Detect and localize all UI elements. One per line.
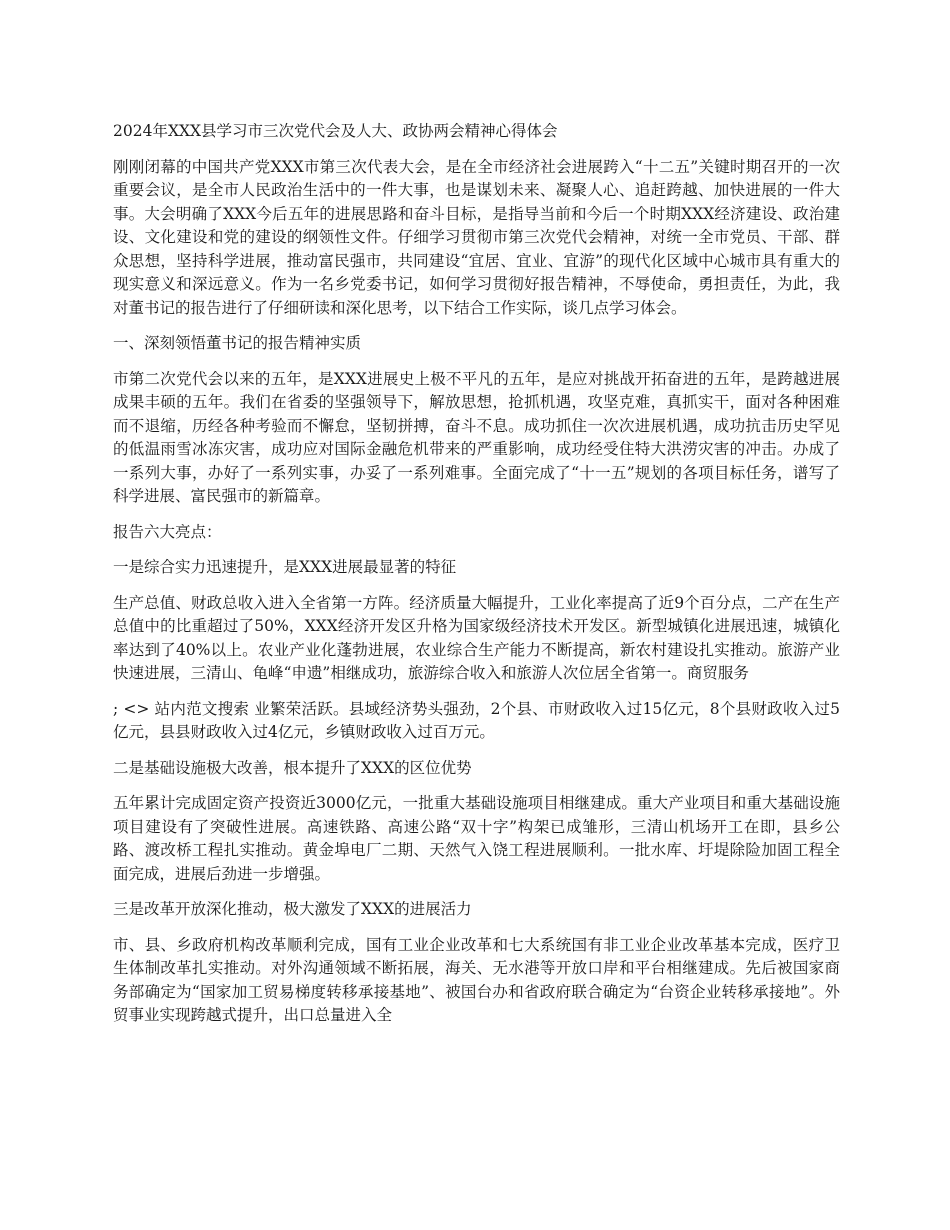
point3-paragraph: 市、县、乡政府机构改革顺利完成，国有工业企业改革和七大系统国有非工业企业改革基本完成，医疗卫生体制改革扎实推动。对外沟通领域不断拓展，海关、无水港等开放口岸和平台相继建成。先后被国家商务部确定为“国家加工贸易梯度转移承接基地”、被国台办和省政府联合确定为“台资企业转移承接地”。外贸事业实现跨越式提升，出口总量进入全 bbox=[113, 935, 840, 1024]
section1-heading: 一、深刻领悟董书记的报告精神实质 bbox=[113, 334, 362, 352]
document-page bbox=[113, 120, 840, 1040]
point1-paragraph: 生产总值、财政总收入进入全省第一方阵。经济质量大幅提升，工业化率提高了近9个百分点，二产在生产总值中的比重超过了50%，XXX经济开发区升格为国家级经济技术开发区。新型城镇化进展迅速，城镇化率达到了40%以上。农业产业化蓬勃进展，农业综合生产能力不断提高，新农村建设扎实推动。旅游产业快速进展，三清山、龟峰“申遗”相继成功，旅游综合收入和旅游人次位居全省第一。商贸服务 bbox=[113, 593, 840, 682]
point2-heading: 二是基础设施极大改善，根本提升了XXX的区位优势 bbox=[113, 758, 472, 777]
section1-paragraph: 市第二次党代会以来的五年，是XXX进展史上极不平凡的五年，是应对挑战开拓奋进的五年，是跨越进展成果丰硕的五年。我们在省委的坚强领导下，解放思想，抢抓机遇，攻坚克难，真抓实干，面对各种困难而不退缩，历经各种考验而不懈怠，坚韧拼搏，奋斗不息。成功抓住一次次进展机遇，成功抗击历史罕见的低温雨雪冰冻灾害，成功应对国际金融危机带来的严重影响，成功经受住特大洪涝灾害的冲击。办成了一系列大事，办好了一系列实事，办妥了一系列难事。全面完成了“十一五”规划的各项目标任务，谱写了科学进展、富民强市的新篇章。 bbox=[113, 369, 840, 505]
document-title: 2024年XXX县学习市三次党代会及人大、政协两会精神心得体会 bbox=[113, 122, 558, 140]
intro-paragraph: 刚刚闭幕的中国共产党XXX市第三次代表大会，是在全市经济社会进展跨入“十二五”关键时期召开的一次重要会议，是全市人民政治生活中的一件大事，也是谋划未来、凝聚人心、追赶跨越、加快进展的一件大事。大会明确了XXX今后五年的进展思路和奋斗目标，是指导当前和今后一个时期XXX经济建设、政治建设、文化建设和党的建设的纲领性文件。仔细学习贯彻市第三次党代会精神，对统一全市党员、干部、群众思想，坚持科学进展，推动富民强市，共同建设“宜居、宜业、宜游”的现代化区域中心城市具有重大的现实意义和深远意义。作为一名乡党委书记，如何学习贯彻好报告精神，不辱使命，勇担责任，为此，我对董书记的报告进行了仔细研读和深化思考，以下结合工作实际，谈几点学习体会。 bbox=[113, 157, 840, 317]
point2-paragraph: 五年累计完成固定资产投资近3000亿元，一批重大基础设施项目相继建成。重大产业项目和重大基础设施项目建设有了突破性进展。高速铁路、高速公路“双十字”构架已成雏形，三清山机场开工在即，县乡公路、渡改桥工程扎实推动。黄金埠电厂二期、天然气入饶工程进展顺利。一批水库、圩堤除险加固工程全面完成，进展后劲进一步增强。 bbox=[113, 794, 840, 883]
point1-paragraph-continued: ; <> 站内范文搜索 业繁荣活跃。县域经济势头强劲，2个县、市财政收入过15亿元，8个县财政收入过5亿元，县县财政收入过4亿元，乡镇财政收入过百万元。 bbox=[113, 699, 840, 741]
point3-heading: 三是改革开放深化推动，极大激发了XXX的进展活力 bbox=[113, 900, 472, 918]
highlights-label: 报告六大亮点： bbox=[113, 522, 222, 541]
point1-heading: 一是综合实力迅速提升，是XXX进展最显著的特征 bbox=[113, 558, 457, 576]
